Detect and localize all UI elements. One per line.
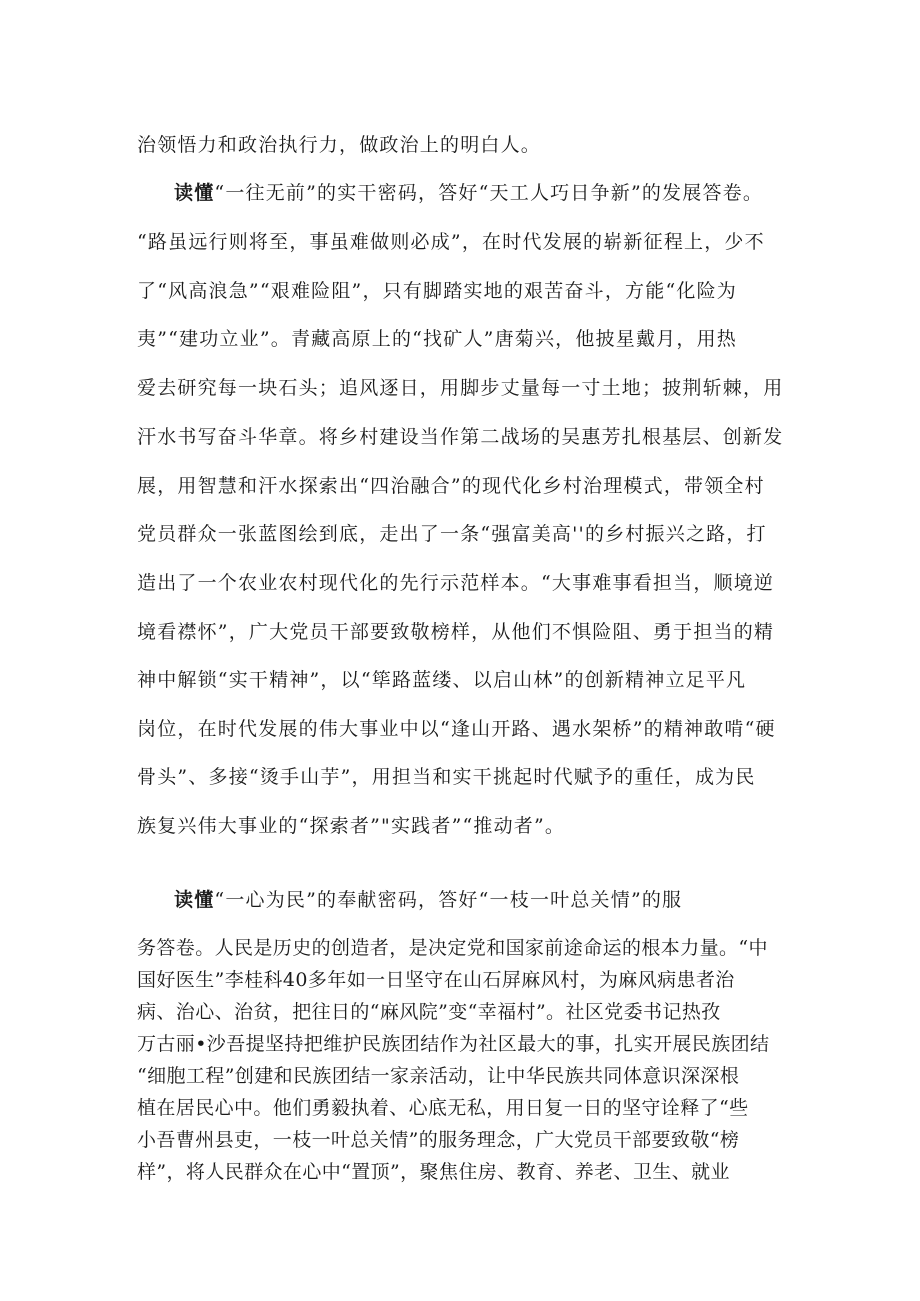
paragraph-2-line-12: 岗位，在时代发展的伟大事业中以“逢山开路、遇水架桥”的精神敢啃“硬 xyxy=(137,718,776,740)
paragraph-3-line-5: 万古丽•沙吾提坚持把维护民族团结作为社区最大的事，扎实开展民族团结 xyxy=(137,1033,770,1055)
paragraph-2-line-7: 展，用智慧和汗水探索出“四治融合”的现代化乡村治理模式，带领全村 xyxy=(137,475,765,497)
paragraph-3-line-6: “细胞工程”创建和民族团结一家亲活动，让中华民族共同体意识深深根 xyxy=(137,1065,740,1087)
paragraph-2-line-11: 神中解锁“实干精神”，以“筚路蓝缕、以启山林”的创新精神立足平凡 xyxy=(137,669,747,691)
paragraph-1-line-1: 治领悟力和政治执行力，做政治上的明白人。 xyxy=(137,134,542,156)
paragraph-2-line-8: 党员群众一张蓝图绘到底，走出了一条“强富美高''的乡村振兴之路，打 xyxy=(137,523,767,545)
paragraph-2-line-1-text: “一往无前”的实干密码，答好“天工人巧日争新”的发展答卷。 xyxy=(214,182,764,204)
paragraph-2-lead: 读懂 xyxy=(174,182,215,204)
paragraph-3-lead: 读懂 xyxy=(174,889,215,911)
paragraph-3-line-1-text: “一心为民”的奉献密码，答好“一枝一叶总关情”的服 xyxy=(214,889,683,911)
paragraph-2-line-6: 汗水书写奋斗华章。将乡村建设当作第二战场的吴惠芳扎根基层、创新发 xyxy=(137,426,784,448)
paragraph-3-line-4: 病、治心、治贫，把往日的“麻风院”变“幸福村”。社区党委书记热孜 xyxy=(137,1001,721,1023)
paragraph-3-line-3: 国好医生”李桂科40多年如一日坚守在山石屏麻风村，为麻风病患者治 xyxy=(137,969,735,991)
paragraph-3-line-7: 植在居民心中。他们勇毅执着、心底无私，用日复一日的坚守诠释了“些 xyxy=(137,1097,749,1119)
paragraph-3-line-9: 样”，将人民群众在心中“置顶”，聚焦住房、教育、养老、卫生、就业 xyxy=(137,1161,730,1183)
paragraph-2-line-14: 族复兴伟大事业的“探索者”"实践者”“推动者”。 xyxy=(137,815,566,837)
paragraph-3-line-2: 务答卷。人民是历史的创造者，是决定党和国家前途命运的根本力量。“中 xyxy=(137,937,768,959)
paragraph-2-line-10: 境看襟怀”，广大党员干部要致敬榜样，从他们不惧险阻、勇于担当的精 xyxy=(137,621,775,643)
paragraph-3-line-1 xyxy=(174,885,682,912)
paragraph-2-line-3: 了“风高浪急”“艰难险阻”，只有脚踏实地的艰苦奋斗，方能“化险为 xyxy=(137,280,737,302)
paragraph-2-line-5: 爱去研究每一块石头；追风逐日，用脚步丈量每一寸土地；披荆斩棘，用 xyxy=(137,377,784,399)
paragraph-2-line-9: 造出了一个农业农村现代化的先行示范样本。“大事难事看担当，顺境逆 xyxy=(137,572,775,594)
paragraph-2-line-13: 骨头”、多接“烫手山芋”，用担当和实干挑起时代赋予的重任，成为民 xyxy=(137,766,756,788)
paragraph-3-line-8: 小吾曹州县吏，一枝一叶总关情”的服务理念，广大党员干部要致敬“榜 xyxy=(137,1129,740,1151)
paragraph-2-line-1 xyxy=(174,178,763,205)
paragraph-2-line-2: “路虽远行则将至，事虽难做则必成”，在时代发展的崭新征程上，少不 xyxy=(137,231,765,253)
paragraph-2-line-4: 夷”“建功立业”。青藏高原上的“找矿人”唐菊兴，他披星戴月，用热 xyxy=(137,328,737,350)
